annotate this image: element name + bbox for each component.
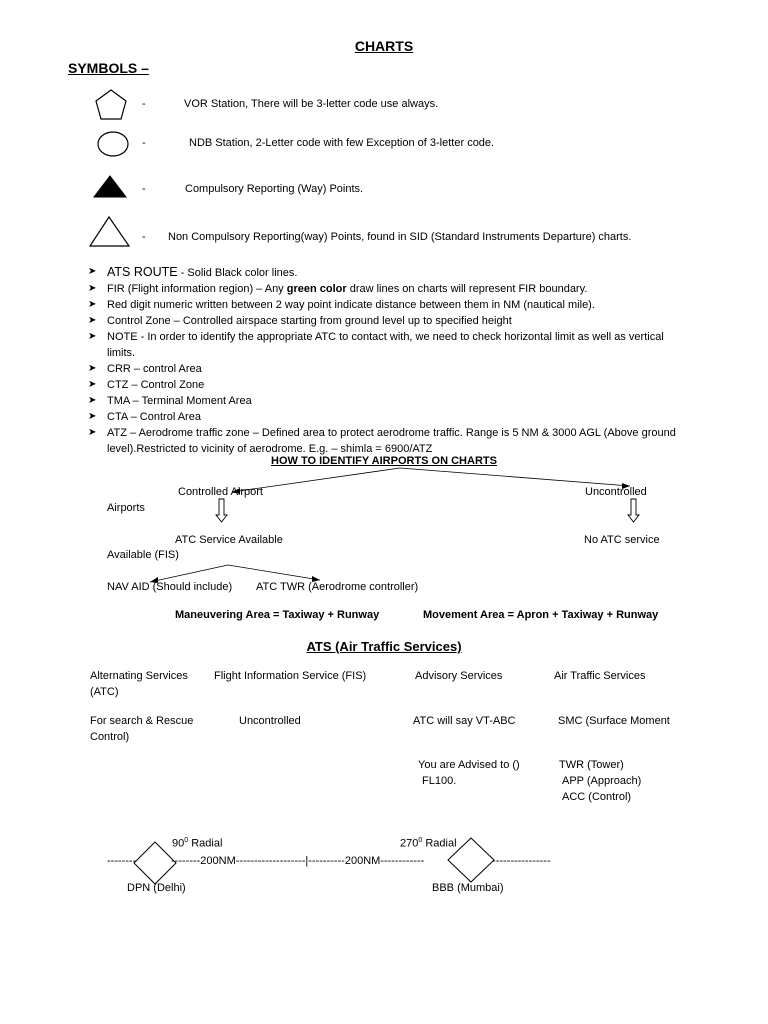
- no-atc-label: No ATC service: [584, 534, 660, 546]
- atc-twr-label: ATC TWR (Aerodrome controller): [256, 581, 419, 593]
- list-item: [88, 313, 678, 329]
- branch-line-right: [228, 565, 320, 580]
- airports-word: Airports: [107, 502, 145, 514]
- advised-label: You are Advised to (): [418, 759, 520, 771]
- arrow-bullet-icon: ➤: [88, 315, 97, 326]
- diamond-icon-delhi: [134, 842, 176, 884]
- symbol-dash: -: [142, 137, 146, 149]
- arrow-bullet-icon: ➤: [88, 299, 97, 310]
- fl100-label: FL100.: [422, 775, 457, 787]
- tma-text: TMA – Terminal Moment Area: [107, 395, 252, 407]
- symbol-noncompulsory-text: Non Compulsory Reporting(way) Points, found in SID (Standard Instruments Departure) charts.: [168, 231, 632, 243]
- radial-word: Radial: [188, 837, 223, 850]
- arrow-bullet-icon: ➤: [88, 363, 97, 374]
- right-radial-label: [400, 837, 457, 850]
- arrow-bullet-icon: ➤: [88, 283, 97, 294]
- uncontrolled-fis-label: Uncontrolled: [239, 715, 301, 727]
- arrow-bullet-icon: ➤: [88, 427, 97, 438]
- fis-label: Flight Information Service (FIS): [214, 670, 367, 682]
- degree-sup: 0: [184, 837, 189, 844]
- list-item: [88, 329, 678, 361]
- list-item: [88, 297, 678, 313]
- pentagon-icon: [96, 90, 126, 119]
- left-radial-label: [172, 837, 222, 850]
- left-radial-value: 90: [172, 837, 185, 850]
- list-item: [88, 425, 678, 457]
- red-digit-text: Red digit numeric written between 2 way point indicate distance between them in NM (nautical mile).: [107, 299, 595, 311]
- symbol-ndb-text: NDB Station, 2-Letter code with few Exception of 3-letter code.: [189, 137, 495, 149]
- circle-icon: [98, 132, 128, 156]
- definition-list: [88, 264, 678, 457]
- list-item: [88, 264, 678, 281]
- ctz-text: CTZ – Control Zone: [107, 379, 205, 391]
- control-zone-text: Control Zone – Controlled airspace starting from ground level up to specified height: [107, 315, 512, 327]
- symbol-compulsory-text: Compulsory Reporting (Way) Points.: [185, 183, 364, 195]
- ats-route-label: ATS ROUTE: [107, 265, 178, 279]
- nav-aid-label: NAV AID (Should include): [107, 581, 233, 593]
- list-item: [88, 361, 678, 377]
- mumbai-station-label: BBB (Mumbai): [432, 882, 504, 894]
- maneuvering-area-text: Maneuvering Area = Taxiway + Runway: [175, 609, 380, 621]
- symbol-vor-text: VOR Station, There will be 3-letter code use always.: [184, 98, 439, 110]
- atc-will-say-label: ATC will say VT-ABC: [413, 715, 516, 727]
- list-item: [88, 377, 678, 393]
- smc-label: SMC (Surface Moment: [558, 715, 670, 727]
- alternating-services-label: Alternating Services: [90, 670, 188, 682]
- arrow-bullet-icon: ➤: [88, 379, 97, 390]
- symbol-dash: -: [142, 183, 146, 195]
- symbol-dash: -: [142, 98, 146, 110]
- filled-triangle-icon: [94, 176, 126, 197]
- advisory-services-label: Advisory Services: [415, 670, 503, 682]
- page-title: CHARTS: [354, 38, 414, 54]
- fir-text: FIR (Flight information region) – Any: [107, 283, 287, 295]
- branch-line-left: [150, 565, 228, 582]
- radial-line-end: ----------------: [492, 855, 551, 867]
- radial-distance-line: --------200NM-------------------|----------200NM------------: [171, 855, 425, 867]
- available-fis-label: Available (FIS): [107, 549, 179, 561]
- search-rescue-sub: Control): [90, 731, 130, 743]
- uncontrolled-label: Uncontrolled: [585, 486, 647, 498]
- app-label: APP (Approach): [562, 775, 642, 787]
- down-arrow-icon-left: [216, 499, 227, 522]
- cta-text: CTA – Control Area: [107, 411, 201, 423]
- fir-text-end: draw lines on charts will represent FIR boundary.: [346, 283, 588, 295]
- radial-word: Radial: [422, 837, 457, 850]
- list-item: [88, 393, 678, 409]
- fir-bold-text: green color: [286, 283, 347, 295]
- delhi-station-label: DPN (Delhi): [127, 882, 186, 894]
- acc-label: ACC (Control): [562, 791, 632, 803]
- atc-available-label: ATC Service Available: [175, 534, 283, 546]
- note-text: NOTE - In order to identify the appropriate ATC to contact with, we need to check horizontal limit as well as vertical limits.: [107, 331, 664, 359]
- arrow-bullet-icon: ➤: [88, 266, 97, 277]
- tree-line-right: [400, 468, 630, 486]
- search-rescue-label: For search & Rescue: [90, 715, 194, 727]
- crr-text: CRR – control Area: [107, 363, 202, 375]
- movement-area-text: Movement Area = Apron + Taxiway + Runway: [423, 609, 659, 621]
- ats-route-desc: - Solid Black color lines.: [177, 267, 298, 279]
- twr-label: TWR (Tower): [559, 759, 624, 771]
- degree-sup: 0: [418, 837, 423, 844]
- symbol-dash: -: [142, 231, 146, 243]
- arrow-bullet-icon: ➤: [88, 411, 97, 422]
- outline-triangle-icon: [90, 217, 129, 246]
- right-radial-value: 270: [400, 837, 419, 850]
- atz-text: ATZ – Aerodrome traffic zone – Defined area to protect aerodrome traffic. Range is 5 NM & 3000 AGL (Above ground level).Restricted to vicinity of aerodrome. E.g. – shimla = 6900/ATZ: [107, 427, 676, 455]
- alternating-services-sub: (ATC): [90, 686, 119, 698]
- controlled-airport-label: Controlled Airport: [178, 486, 263, 498]
- down-arrow-icon-right: [628, 499, 639, 522]
- list-item: [88, 409, 678, 425]
- symbols-heading: SYMBOLS –: [68, 60, 149, 76]
- arrow-bullet-icon: ➤: [88, 331, 97, 342]
- air-traffic-services-label: Air Traffic Services: [554, 670, 646, 682]
- ats-heading: ATS (Air Traffic Services): [306, 639, 462, 654]
- arrow-bullet-icon: ➤: [88, 395, 97, 406]
- list-item: [88, 281, 678, 297]
- radial-line-start: --------: [107, 855, 137, 867]
- airports-heading: HOW TO IDENTIFY AIRPORTS ON CHARTS: [271, 455, 497, 467]
